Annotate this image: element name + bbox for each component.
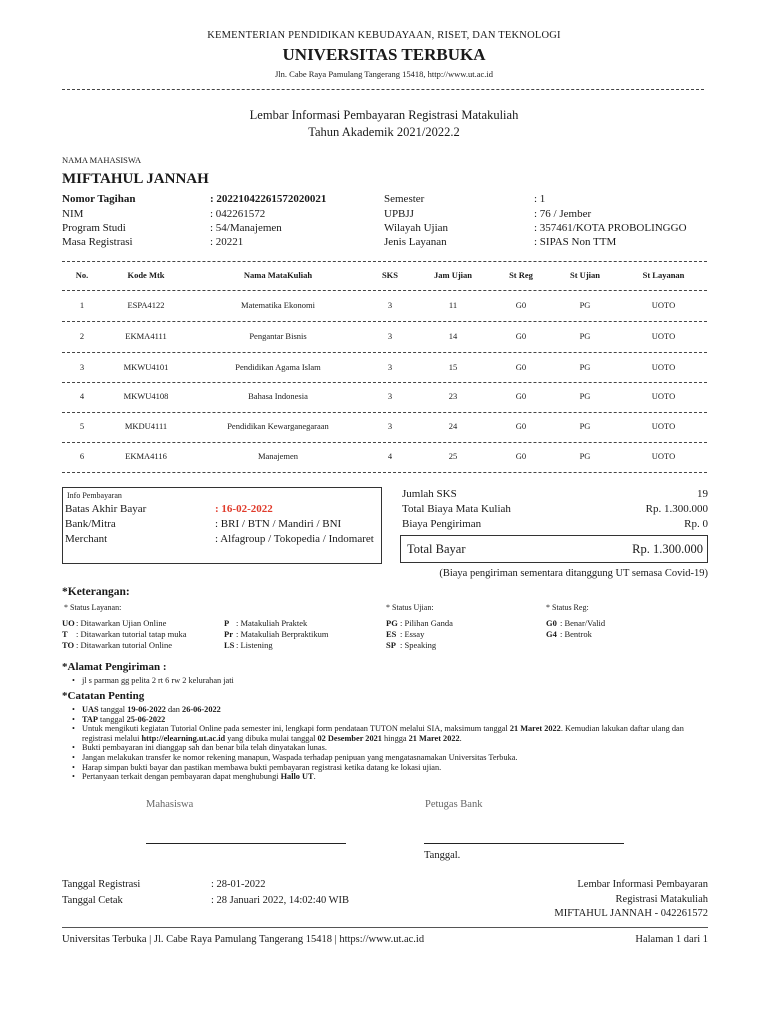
legend-code: PG	[386, 618, 398, 628]
shipping-address-list	[68, 676, 698, 686]
total-sks-value: 19	[697, 488, 708, 500]
deadline-label: Batas Akhir Bayar	[65, 503, 147, 515]
note-text: dan	[165, 705, 183, 714]
cell-sks: 3	[387, 300, 393, 310]
cell-exam-status: PG	[579, 300, 591, 310]
ministry-name: KEMENTERIAN PENDIDIKAN KEBUDAYAAN, RISET, DAN TEKNOLOGI	[207, 30, 561, 41]
semester-label: Semester	[384, 193, 425, 205]
cell-course: Pengantar Bisnis	[249, 331, 307, 341]
cost-summary	[402, 488, 708, 533]
cell-exam-status: PG	[579, 391, 591, 401]
program-value: : 54/Manajemen	[210, 222, 282, 234]
cell-no: 4	[79, 391, 85, 401]
table-row	[62, 451, 707, 465]
cell-reg-status: G0	[515, 362, 527, 372]
legend-row	[386, 618, 536, 629]
row-divider	[62, 352, 707, 353]
course-cost-label: Total Biaya Mata Kuliah	[402, 503, 511, 515]
legend-row	[546, 618, 696, 629]
student-info-right	[384, 193, 714, 250]
program-label: Program Studi	[62, 222, 126, 234]
important-notes-title: *Catatan Penting	[62, 690, 145, 702]
shipping-address-text: jl s parman gg pelita 2 rt 6 rw 2 kelurahan jati	[82, 676, 234, 685]
legend-row	[62, 618, 382, 629]
footer-divider	[62, 927, 708, 928]
student-info-left	[62, 193, 392, 250]
shipping-note: (Biaya pengiriman sementara ditanggung UT semasa Covid-19)	[439, 568, 708, 579]
period-label: Masa Registrasi	[62, 236, 133, 248]
legend-code: LS	[224, 640, 235, 650]
table-header-divider	[62, 290, 707, 291]
legend-code: SP	[386, 640, 396, 650]
cell-exam-hour: 23	[448, 391, 458, 401]
cell-reg-status: G0	[515, 421, 527, 431]
note-text: tanggal	[97, 714, 127, 724]
cell-service-status: UOTO	[651, 362, 676, 372]
cell-reg-status: G0	[515, 331, 527, 341]
cell-no: 6	[79, 451, 85, 461]
col-header-exam-status: St Ujian	[570, 270, 600, 280]
cell-exam-status: PG	[579, 451, 591, 461]
table-bottom-divider	[62, 472, 707, 473]
upbjj-label: UPBJJ	[384, 208, 414, 220]
print-date-value: : 28 Januari 2022, 14:02:40 WIB	[211, 895, 350, 906]
row-divider	[62, 412, 707, 413]
legend-desc: : Listening	[236, 640, 273, 650]
upbjj-value: : 76 / Jember	[534, 208, 592, 220]
cell-reg-status: G0	[515, 391, 527, 401]
header-divider	[62, 89, 704, 90]
cell-course: Bahasa Indonesia	[248, 391, 308, 401]
shipping-address	[68, 676, 698, 686]
legend-code: T	[62, 629, 68, 639]
cell-exam-status: PG	[579, 331, 591, 341]
info-row-upbjj	[384, 208, 714, 222]
cell-no: 5	[79, 421, 85, 431]
legend-row	[62, 629, 382, 640]
reg-status-legend	[546, 618, 696, 640]
cell-exam-hour: 24	[448, 421, 458, 431]
col-header-exam-hour: Jam Ujian	[433, 270, 472, 280]
table-row	[62, 421, 707, 435]
cell-sks: 3	[387, 331, 393, 341]
cell-service-status: UOTO	[651, 391, 676, 401]
payment-info-caption: Info Pembayaran	[67, 491, 122, 500]
cell-sks: 3	[387, 362, 393, 372]
cell-exam-hour: 11	[448, 300, 458, 310]
note-date: 21 Maret 2022	[408, 733, 460, 743]
info-row-nim	[62, 208, 392, 222]
note-text: .	[459, 733, 462, 743]
note-contact	[68, 772, 708, 782]
note-validity	[68, 743, 708, 753]
exam-region-label: Wilayah Ujian	[384, 222, 449, 234]
legend-desc: : Ditawarkan tutorial tatap muka	[76, 629, 187, 639]
student-signature-line	[146, 843, 346, 844]
summary-row-shipping	[402, 518, 708, 533]
service-value: : SIPAS Non TTM	[534, 236, 617, 248]
important-notes-list	[68, 705, 708, 782]
student-name: MIFTAHUL JANNAH	[62, 171, 209, 187]
cell-code: EKMA4111	[125, 331, 167, 341]
note-fraud-warning	[68, 753, 708, 763]
col-header-reg-status: St Reg	[509, 270, 533, 280]
total-payment-label: Total Bayar	[407, 542, 466, 556]
note-text: tanggal	[98, 705, 128, 714]
row-divider	[62, 442, 707, 443]
exam-status-title: * Status Ujian:	[386, 603, 434, 612]
cell-service-status: UOTO	[651, 300, 676, 310]
total-payment-value: Rp. 1.300.000	[632, 542, 703, 556]
table-row	[62, 391, 707, 405]
legend-code: G4	[546, 629, 557, 639]
note-uas-label: UAS	[82, 705, 99, 714]
note-uas-date-2: 26-06-2022	[182, 705, 221, 714]
note-date: 02 Desember 2021	[317, 733, 382, 743]
payment-info-box	[62, 487, 382, 564]
col-header-service-status: St Layanan	[642, 270, 685, 280]
legend-desc: : Pilihan Ganda	[400, 618, 453, 628]
legend-desc: : Ditawarkan tutorial Online	[76, 640, 173, 650]
cell-code: ESPA4122	[127, 300, 165, 310]
info-row-period	[62, 236, 392, 250]
cell-course: Pendidikan Agama Islam	[235, 362, 321, 372]
cell-exam-hour: 15	[448, 362, 458, 372]
registration-date-value: : 28-01-2022	[211, 879, 266, 890]
deadline-value: : 16-02-2022	[215, 503, 273, 515]
cell-code: EKMA4116	[125, 451, 167, 461]
info-row-service	[384, 236, 714, 250]
cell-sks: 3	[387, 391, 393, 401]
service-status-title: * Status Layanan:	[64, 603, 122, 612]
invoice-value: : 20221042261572020021	[210, 193, 327, 205]
cell-sks: 3	[387, 421, 393, 431]
cell-exam-hour: 25	[448, 451, 458, 461]
invoice-label: Nomor Tagihan	[62, 193, 136, 205]
cell-service-status: UOTO	[651, 331, 676, 341]
col-header-course: Nama MataKuliah	[243, 270, 313, 280]
cell-sks: 4	[387, 451, 393, 461]
note-keep-receipt	[68, 763, 708, 773]
note-tap-date: 25-06-2022	[126, 714, 166, 724]
course-cost-value: Rp. 1.300.000	[645, 503, 708, 515]
note-text: . Kemudian lakukan daftar ulang dan registrasi melalui	[82, 724, 684, 743]
note-text: Bukti pembayaran ini dianggap sah dan benar bila telah dinyatakan lunas.	[82, 743, 327, 753]
total-payment-box	[400, 535, 708, 563]
shipping-address-title: *Alamat Pengiriman :	[62, 661, 167, 673]
note-text: Harap simpan bukti bayar dan pastikan membawa bukti pembayaran registrasi ketika datang ke lokasi ujian.	[82, 762, 442, 772]
row-divider	[62, 321, 707, 322]
cell-course: Pendidikan Kewarganegaraan	[227, 421, 329, 431]
legend-code: ES	[386, 629, 397, 639]
note-text: .	[313, 772, 316, 782]
summary-row-course-cost	[402, 503, 708, 518]
info-row-program	[62, 222, 392, 236]
col-header-sks: SKS	[381, 270, 399, 280]
nim-label: NIM	[62, 208, 84, 220]
cell-exam-status: PG	[579, 421, 591, 431]
legend-desc: : Bentrok	[560, 629, 592, 639]
note-date: 21 Maret 2022	[509, 724, 561, 734]
note-uas	[68, 705, 708, 715]
note-tuton	[68, 724, 708, 743]
cell-code: MKWU4108	[123, 391, 169, 401]
cell-reg-status: G0	[515, 451, 527, 461]
cell-reg-status: G0	[515, 300, 527, 310]
cell-course: Matematika Ekonomi	[241, 300, 315, 310]
footer-university-info: Universitas Terbuka | Jl. Cabe Raya Pamulang Tangerang 15418 | https://www.ut.ac.id	[62, 934, 425, 945]
table-row	[62, 300, 707, 314]
service-label: Jenis Layanan	[384, 236, 447, 248]
shipping-cost-label: Biaya Pengiriman	[402, 518, 482, 530]
footer-student-id: MIFTAHUL JANNAH - 042261572	[554, 908, 708, 919]
bank-signature-date: Tanggal.	[424, 850, 461, 861]
legend-code: G0	[546, 618, 557, 628]
cell-service-status: UOTO	[651, 421, 676, 431]
info-row-exam-region	[384, 222, 714, 236]
table-row	[62, 362, 707, 376]
legend-code: TO	[62, 640, 75, 650]
cell-no: 2	[79, 331, 85, 341]
legend-row	[386, 629, 536, 640]
footer-doc-title-2: Registrasi Matakuliah	[615, 894, 708, 905]
note-uas-date-1: 19-06-2022	[127, 705, 166, 714]
registration-date-label: Tanggal Registrasi	[62, 879, 141, 890]
academic-year: Tahun Akademik 2021/2022.2	[308, 125, 460, 139]
col-header-no: No.	[75, 270, 89, 280]
info-row-invoice	[62, 193, 392, 208]
cell-code: MKDU4111	[124, 421, 168, 431]
service-status-legend	[62, 618, 382, 651]
period-value: : 20221	[210, 236, 244, 248]
legend-code: Pr	[224, 629, 233, 639]
legend-desc: : Benar/Valid	[560, 618, 606, 628]
bank-signature-label: Petugas Bank	[425, 799, 483, 810]
note-text: yang dibuka mulai tanggal	[225, 733, 318, 743]
cell-service-status: UOTO	[651, 451, 676, 461]
note-tap	[68, 715, 708, 725]
bank-label: Bank/Mitra	[65, 518, 116, 530]
nim-value: : 042261572	[210, 208, 266, 220]
exam-region-value: : 357461/KOTA PROBOLINGGO	[534, 222, 687, 234]
document-title: Lembar Informasi Pembayaran Registrasi Matakuliah	[249, 108, 519, 122]
legend-title: *Keterangan:	[62, 586, 130, 598]
merchant-label: Merchant	[65, 533, 108, 545]
note-text: Pertanyaan terkait dengan pembayaran dapat menghubungi	[82, 772, 281, 782]
note-text: Untuk mengikuti kegiatan Tutorial Online pada semester ini, lengkapi form pendataan TUTON melalui SIA, maksimum tanggal	[82, 724, 510, 734]
col-header-code: Kode Mtk	[127, 270, 165, 280]
student-name-caption: NAMA MAHASISWA	[62, 155, 142, 165]
summary-row-sks	[402, 488, 708, 503]
cell-course: Manajemen	[257, 451, 299, 461]
cell-no: 1	[79, 300, 85, 310]
legend-row	[546, 629, 696, 640]
bank-value: : BRI / BTN / Mandiri / BNI	[215, 518, 342, 530]
note-elearning-link[interactable]: http://elearning.ut.ac.id	[141, 733, 226, 743]
print-date-label: Tanggal Cetak	[62, 895, 123, 906]
merchant-value: : Alfagroup / Tokopedia / Indomaret	[215, 533, 374, 545]
legend-code: P	[224, 618, 230, 628]
cell-no: 3	[79, 362, 85, 372]
bank-signature-line	[424, 843, 624, 844]
table-top-divider	[62, 261, 707, 262]
legend-desc: : Speaking	[400, 640, 437, 650]
note-text: hingga	[381, 733, 409, 743]
legend-desc: : Ditawarkan Ujian Online	[76, 618, 167, 628]
table-row	[62, 331, 707, 345]
footer-doc-title-1: Lembar Informasi Pembayaran	[577, 879, 708, 890]
legend-desc: : Matakuliah Praktek	[236, 618, 308, 628]
legend-row	[386, 640, 536, 651]
cell-exam-status: PG	[579, 362, 591, 372]
info-row-semester	[384, 193, 714, 208]
cell-code: MKWU4101	[123, 362, 169, 372]
university-name: UNIVERSITAS TERBUKA	[282, 45, 486, 64]
cell-exam-hour: 14	[448, 331, 458, 341]
student-signature-label: Mahasiswa	[146, 799, 194, 810]
table-header	[62, 270, 707, 284]
legend-row	[62, 640, 382, 651]
legend-desc: : Essay	[400, 629, 425, 639]
row-divider	[62, 382, 707, 383]
note-hallo-ut: Hallo UT	[280, 772, 314, 782]
page-number: Halaman 1 dari 1	[635, 934, 708, 945]
legend-desc: : Matakuliah Berpraktikum	[236, 629, 329, 639]
legend-code: UO	[62, 618, 75, 628]
note-text: Jangan melakukan transfer ke nomor rekening manapun, Waspada terhadap penipuan yang mengatasnamakan Universitas Terbuka.	[82, 752, 518, 762]
note-tap-label: TAP	[82, 714, 98, 724]
semester-value: : 1	[534, 193, 546, 205]
total-sks-label: Jumlah SKS	[402, 488, 457, 500]
reg-status-title: * Status Reg:	[546, 603, 589, 612]
shipping-cost-value: Rp. 0	[684, 518, 708, 530]
exam-status-legend	[386, 618, 536, 651]
university-address: Jln. Cabe Raya Pamulang Tangerang 15418, http://www.ut.ac.id	[274, 69, 493, 79]
